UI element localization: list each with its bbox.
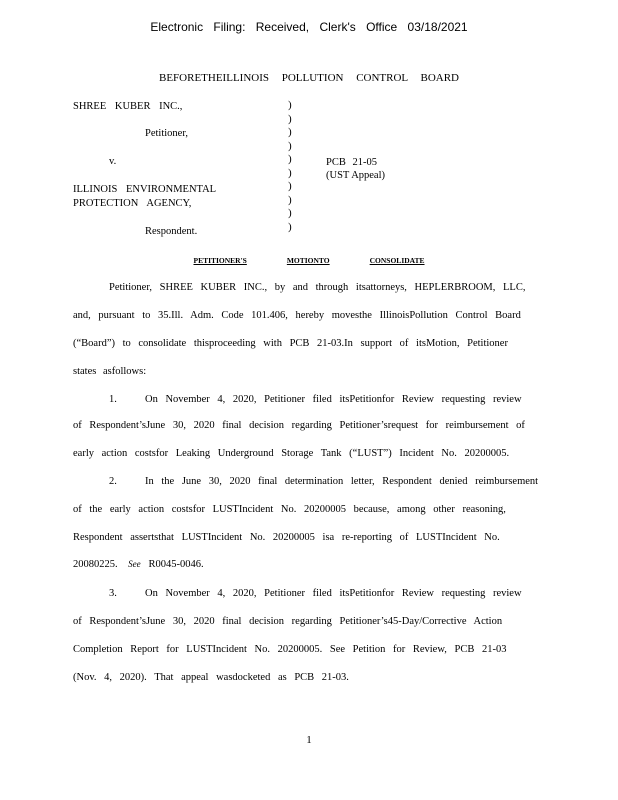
petitioner-name: SHREE KUBER INC., (73, 101, 183, 112)
paragraph-line: (Nov. 4, 2020). That appeal wasdocketed as PCB 21-03. (73, 672, 349, 683)
case-info (326, 156, 385, 182)
page-number: 1 (306, 734, 312, 746)
case-type: (UST Appeal) (326, 170, 386, 181)
intro-line: states asfollows: (73, 366, 147, 377)
paragraph-number: 1. (109, 394, 117, 405)
respondent-role: Respondent. (145, 226, 198, 237)
paragraph-line: Completion Report for LUSTIncident No. 20200005. See Petition for Review, PCB 21-03 (73, 644, 507, 655)
record-cite: R0045-0046. (148, 559, 204, 570)
paragraph-trailing-text: 20080225. (73, 559, 118, 570)
paragraph-line: early action costsfor Leaking Underground Storage Tank (“LUST”) Incident No. 20200005. (73, 448, 510, 459)
paragraph-number: 3. (109, 588, 117, 599)
intro-line: Petitioner, SHREE KUBER INC., by and through itsattorneys, HEPLERBROOM, LLC, (109, 282, 526, 293)
intro-line: and, pursuant to 35.Ill. Adm. Code 101.406, hereby movesthe IllinoisPollution Control Board (73, 310, 521, 321)
paragraph-number: 2. (109, 476, 117, 487)
see-signal: See (128, 559, 141, 569)
paragraph-line: of the early action costsfor LUSTIncident No. 20200005 because, among other reasoning, (73, 504, 506, 515)
board-heading: BEFORETHEILLINOIS POLLUTION CONTROL BOARD (159, 72, 459, 84)
intro-line: (“Board”) to consolidate thisproceeding with PCB 21-03.In support of itsMotion, Petitioner (73, 338, 508, 349)
paragraph-line: of Respondent’sJune 30, 2020 final decision regarding Petitioner’srequest for reimbursement of (73, 420, 525, 431)
respondent-name-line-2: PROTECTION AGENCY, (73, 198, 192, 209)
motion-title-part-1: PETITIONER'S (193, 256, 247, 265)
paragraph-line: of Respondent’sJune 30, 2020 final decision regarding Petitioner’s45-Day/Corrective Action (73, 616, 503, 627)
paragraph-line: Respondent assertsthat LUSTIncident No. 20200005 isa re-reporting of LUSTIncident No. (73, 532, 500, 543)
paragraph-line: On November 4, 2020, Petitioner filed itsPetitionfor Review requesting review (145, 588, 522, 599)
filing-stamp: Electronic Filing: Received, Clerk's Office 03/18/2021 (150, 20, 468, 34)
motion-title (0, 256, 618, 265)
motion-title-part-3: CONSOLIDATE (369, 256, 425, 265)
caption-paren-column: ) ) ) ) ) ) ) ) ) ) (288, 99, 292, 233)
paragraph-line: On November 4, 2020, Petitioner filed itsPetitionfor Review requesting review (145, 394, 522, 405)
paragraph-line: In the June 30, 2020 final determination letter, Respondent denied reimbursement (145, 476, 539, 487)
paragraph-line (73, 559, 204, 570)
petitioner-role: Petitioner, (145, 128, 189, 139)
versus-label: v. (109, 156, 117, 167)
motion-title-part-2: MOTIONTO (286, 256, 330, 265)
case-number: PCB 21-05 (326, 157, 377, 168)
respondent-name-line-1: ILLINOIS ENVIRONMENTAL (73, 184, 217, 195)
